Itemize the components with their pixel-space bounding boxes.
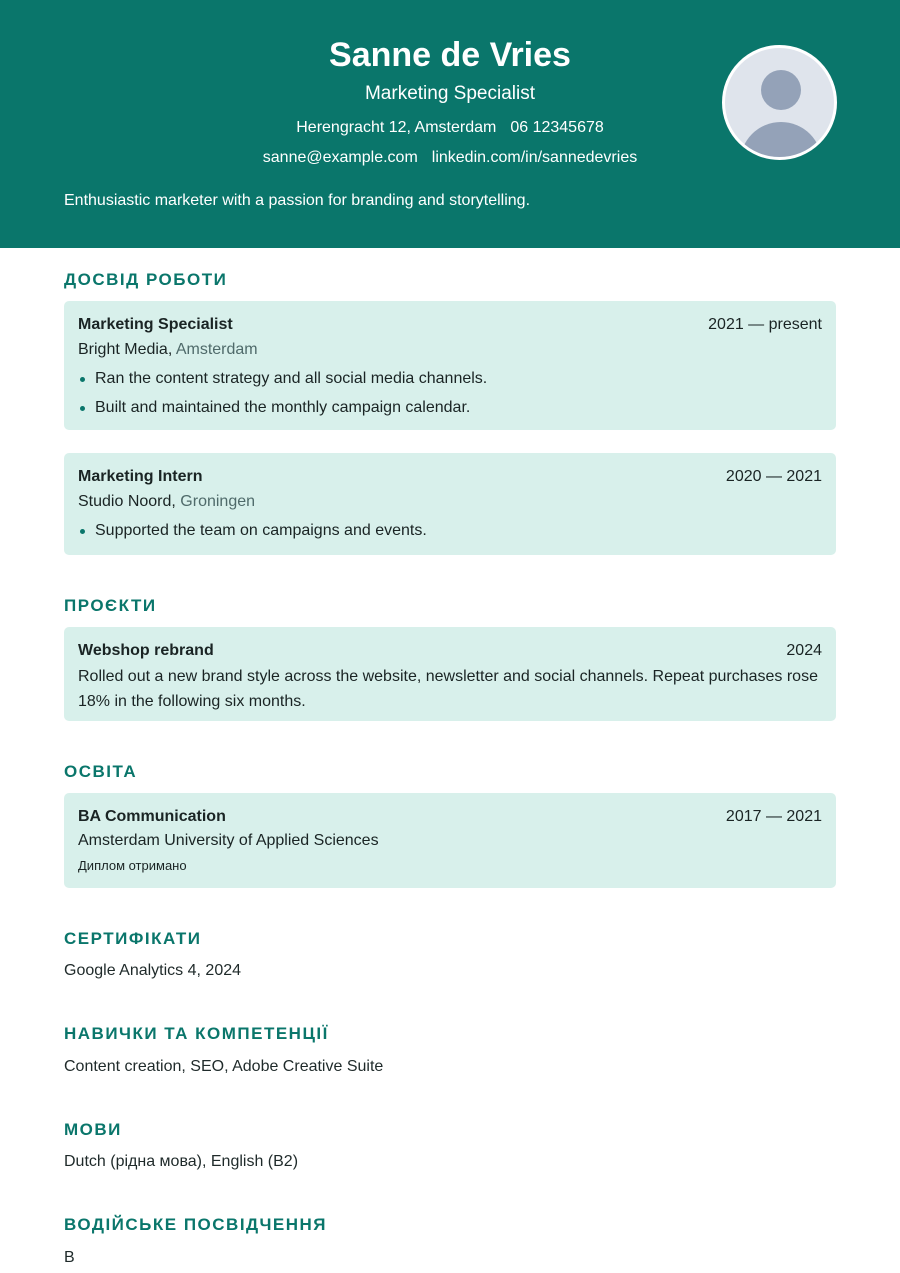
contact-address: Herengracht 12, Amsterdam bbox=[296, 119, 497, 136]
contact-email[interactable]: sanne@example.com bbox=[262, 149, 418, 166]
resume-header bbox=[0, 0, 900, 248]
education-card bbox=[64, 793, 836, 888]
job-location: Groningen bbox=[180, 493, 256, 510]
education-note: Диплом отримано bbox=[78, 858, 187, 873]
skills-text: Content creation, SEO, Adobe Creative Suite bbox=[64, 1058, 384, 1075]
job-dates: 2021 — present bbox=[708, 316, 822, 333]
contact-linkedin[interactable]: linkedin.com/in/sannedevries bbox=[431, 149, 638, 166]
license-text: B bbox=[64, 1249, 75, 1266]
contact-phone: 06 12345678 bbox=[510, 119, 604, 136]
experience-card bbox=[64, 301, 836, 430]
education-dates: 2017 — 2021 bbox=[725, 808, 822, 825]
section-title-languages: МОВИ bbox=[64, 1120, 122, 1139]
user-placeholder-icon bbox=[722, 45, 837, 160]
section-title-education: ОСВІТА bbox=[64, 762, 138, 781]
project-title: Webshop rebrand bbox=[78, 642, 214, 659]
school-name: Amsterdam University of Applied Sciences bbox=[78, 832, 379, 849]
job-company: Studio Noord, bbox=[78, 493, 176, 510]
project-description: Rolled out a new brand style across the website, newsletter and social channels. Repeat purchases rose 18% in the following six months. bbox=[78, 668, 818, 710]
job-bullet: Supported the team on campaigns and events. bbox=[78, 521, 427, 541]
job-dates: 2020 — 2021 bbox=[725, 468, 822, 485]
certificates-text: Google Analytics 4, 2024 bbox=[64, 962, 242, 979]
section-title-license: ВОДІЙСЬКЕ ПОСВІДЧЕННЯ bbox=[64, 1215, 328, 1234]
job-location: Amsterdam bbox=[175, 341, 258, 358]
job-company-line bbox=[78, 340, 258, 360]
avatar-body-shape bbox=[740, 122, 822, 160]
section-title-projects: ПРОЄКТИ bbox=[64, 596, 157, 615]
section-title-experience: ДОСВІД РОБОТИ bbox=[64, 270, 228, 289]
job-title: Marketing Specialist bbox=[78, 316, 233, 333]
section-title-certificates: СЕРТИФІКАТИ bbox=[64, 929, 202, 948]
project-card bbox=[64, 627, 836, 721]
candidate-role: Marketing Specialist bbox=[364, 83, 536, 104]
job-bullet: Ran the content strategy and all social media channels. bbox=[78, 369, 487, 389]
avatar-head-shape bbox=[761, 70, 801, 110]
project-year: 2024 bbox=[786, 642, 822, 659]
languages-text: Dutch (рідна мова), English (B2) bbox=[64, 1153, 299, 1170]
section-title-skills: НАВИЧКИ ТА КОМПЕТЕНЦІЇ bbox=[64, 1024, 329, 1043]
job-company: Bright Media, bbox=[78, 341, 173, 358]
profile-summary: Enthusiastic marketer with a passion for branding and storytelling. bbox=[64, 192, 531, 209]
job-bullets bbox=[78, 521, 427, 550]
job-bullets bbox=[78, 369, 487, 426]
job-title: Marketing Intern bbox=[78, 468, 203, 485]
experience-card bbox=[64, 453, 836, 555]
job-company-line bbox=[78, 492, 255, 512]
job-bullet: Built and maintained the monthly campaign calendar. bbox=[78, 398, 487, 418]
candidate-name: Sanne de Vries bbox=[329, 36, 571, 74]
degree-title: BA Communication bbox=[78, 808, 226, 825]
